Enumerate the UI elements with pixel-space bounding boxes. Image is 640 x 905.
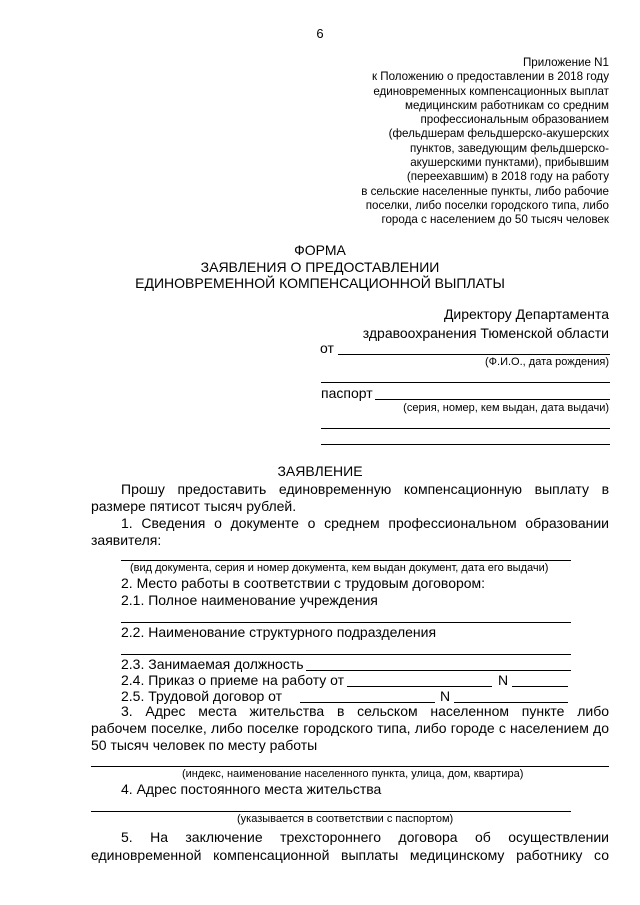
appendix-line: в сельские населенные пункты, либо рабочие (361, 184, 609, 198)
item-2-5-label: 2.5. Трудовой договор от (121, 688, 283, 704)
n-label: N (498, 672, 509, 688)
statement-heading: ЗАЯВЛЕНИЕ (277, 463, 363, 479)
addressee-line: Директору Департамента (443, 306, 609, 322)
item-3-field[interactable] (91, 766, 609, 767)
passport-field[interactable] (375, 399, 610, 400)
appendix-line: (фельдшерам фельдшерско-акушерских (388, 127, 609, 141)
from-field[interactable] (338, 354, 610, 355)
form-title-line: ЗАЯВЛЕНИЯ О ПРЕДОСТАВЛЕНИИ (200, 258, 440, 275)
item-1-field[interactable] (121, 560, 571, 561)
item-1-text: 1. Сведения о документе о среднем профессиональном образовании (121, 515, 609, 531)
item-3-text: 3. Адрес места жительства в сельском населенном пункте либо (121, 703, 609, 719)
form-title-line: ФОРМА (294, 242, 346, 258)
item-4-label: 4. Адрес постоянного места жительства (121, 781, 382, 797)
passport-field-line-2[interactable] (321, 428, 610, 429)
addressee-line: здравоохранения Тюменской области (362, 325, 609, 341)
n-label: N (440, 688, 451, 704)
item-2-4-date-field[interactable] (347, 686, 492, 687)
item-1-text: заявителя: (91, 532, 162, 548)
from-label: от (320, 340, 334, 356)
appendix-line: города с населением до 50 тысяч человек (381, 213, 609, 227)
item-2-1-label: 2.1. Полное наименование учреждения (121, 592, 378, 608)
appendix-line: единовременных компенсационных выплат (373, 84, 609, 98)
appendix-line: поселки, либо поселки городского типа, либо (365, 198, 609, 212)
item-2-4-number-field[interactable] (512, 686, 568, 687)
item-5-text: 5. На заключение трехстороннего договора об осуществлении (121, 829, 609, 845)
appendix-line: пунктов, заведующим фельдшерско- (409, 141, 609, 155)
appendix-line: к Положению о предоставлении в 2018 году (371, 70, 609, 84)
form-title-line: ЕДИНОВРЕМЕННОЙ КОМПЕНСАЦИОННОЙ ВЫПЛАТЫ (135, 275, 505, 291)
appendix-line: Приложение N1 (522, 56, 609, 69)
passport-label: паспорт (321, 385, 373, 401)
appendix-line: профессиональным образованием (420, 113, 609, 127)
from-field-continued[interactable] (321, 382, 610, 383)
addressee (363, 305, 609, 343)
item-1-caption: (вид документа, серия и номер документа, кем выдан документ, дата его выдачи) (130, 562, 549, 574)
item-2-3-label: 2.3. Занимаемая должность (121, 656, 304, 672)
passport-field-line-3[interactable] (321, 444, 610, 445)
request-text: Прошу предоставить единовременную компенсационную выплату в (121, 481, 609, 497)
form-title (0, 242, 640, 292)
item-4-field[interactable] (91, 811, 571, 812)
item-3-text: рабочем поселке, либо поселке городского типа, либо городе с населением до (91, 720, 609, 736)
item-4-caption: (указывается в соответствии с паспортом) (237, 813, 454, 825)
item-3-text: 50 тысяч человек по месту работы (91, 737, 318, 753)
request-text: размере пятисот тысяч рублей. (91, 498, 297, 514)
item-2-1-field[interactable] (121, 622, 571, 623)
item-3-caption: (индекс, наименование населенного пункта, улица, дом, квартира) (182, 768, 524, 780)
item-2-3-field[interactable] (306, 670, 571, 671)
appendix-header (361, 56, 609, 228)
page-number: 6 (316, 26, 324, 41)
appendix-line: (переехавшим) в 2018 году на работу (406, 170, 609, 184)
item-2-2-label: 2.2. Наименование структурного подразделения (121, 624, 437, 640)
appendix-line: акушерскими пунктами), прибывшим (410, 156, 609, 170)
from-caption: (Ф.И.О., дата рождения) (485, 356, 609, 368)
item-2-2-field[interactable] (121, 654, 571, 655)
appendix-line: медицинским работникам со средним (405, 98, 609, 112)
item-5-text: единовременной компенсационной выплаты медицинскому работнику со (91, 847, 609, 863)
item-2-4-label: 2.4. Приказ о приеме на работу от (121, 672, 345, 688)
passport-caption: (серия, номер, кем выдан, дата выдачи) (403, 402, 609, 414)
item-2-text: 2. Место работы в соответствии с трудовым договором: (121, 575, 486, 591)
